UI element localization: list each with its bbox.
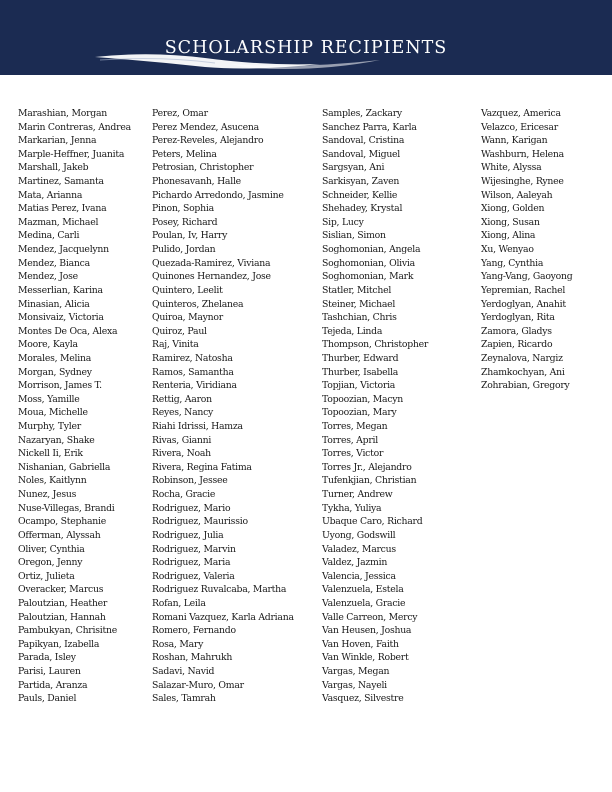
recipient-name: Nazaryan, Shake <box>18 434 95 446</box>
recipient-column-2 <box>152 107 294 706</box>
recipient-name: Yang, Cynthia <box>481 257 544 269</box>
recipient-name: Zamora, Gladys <box>481 325 552 337</box>
recipient-name: Oliver, Cynthia <box>18 543 85 555</box>
recipient-name: Parisi, Lauren <box>18 665 81 677</box>
recipient-name: Quinones Hernandez, Jose <box>152 271 271 283</box>
recipient-name: Renteria, Viridiana <box>152 380 237 392</box>
recipient-name: Ortiz, Julieta <box>18 570 75 582</box>
recipient-name: Tashchian, Chris <box>322 312 397 324</box>
recipient-name: Marshall, Jakeb <box>18 162 89 174</box>
recipient-name: Sip, Lucy <box>322 216 364 228</box>
recipient-name: Robinson, Jessee <box>152 475 228 487</box>
recipient-name: Moss, Yamille <box>18 393 80 405</box>
recipient-name: Nunez, Jesus <box>18 489 77 501</box>
recipient-name: Romani Vazquez, Karla Adriana <box>152 611 294 623</box>
recipient-name: Yerdoglyan, Rita <box>481 312 555 324</box>
recipient-name: Rivas, Gianni <box>152 434 212 446</box>
recipient-name: Roshan, Mahrukh <box>152 652 233 664</box>
recipient-name: Riahi Idrissi, Hamza <box>152 421 243 433</box>
recipient-name: Valle Carreon, Mercy <box>322 611 418 623</box>
recipient-name: Perez Mendez, Asucena <box>152 121 259 133</box>
recipient-name: Ocampo, Stephanie <box>18 516 106 528</box>
header-banner <box>0 0 612 75</box>
recipient-name: Schneider, Kellie <box>322 189 398 201</box>
recipient-name: Morales, Melina <box>18 352 92 364</box>
recipient-name: Salazar-Muro, Omar <box>152 679 244 691</box>
recipient-name: Romero, Fernando <box>152 625 236 637</box>
recipient-name: Shehadey, Krystal <box>322 203 403 215</box>
recipient-name: Tykha, Yuliya <box>322 502 382 514</box>
recipient-name: Sanchez Parra, Karla <box>322 121 417 133</box>
recipient-name: Zeynalova, Nargiz <box>481 352 563 364</box>
recipient-name: Sargsyan, Ani <box>322 162 385 174</box>
recipient-name: Murphy, Tyler <box>18 421 81 433</box>
recipient-name: Yerdoglyan, Anahit <box>481 298 566 310</box>
recipient-name: Van Hoven, Faith <box>322 638 399 650</box>
recipient-name: Raj, Vinita <box>152 339 199 351</box>
recipient-name: Mendez, Jose <box>18 271 78 283</box>
recipient-name: Torres, Victor <box>322 448 384 460</box>
recipient-name: Xiong, Golden <box>481 203 545 215</box>
recipient-name: Marple-Heffner, Juanita <box>18 148 125 160</box>
recipient-name: Vazquez, America <box>481 108 561 119</box>
recipient-name: Van Heusen, Joshua <box>322 625 412 637</box>
recipient-name: Medina, Carli <box>18 230 80 242</box>
recipient-name: Overacker, Marcus <box>18 584 104 596</box>
recipients-list <box>0 107 612 707</box>
recipient-name: Offerman, Alyssah <box>18 529 101 541</box>
recipient-name: Torres, April <box>322 434 378 446</box>
recipient-name: Torres Jr., Alejandro <box>322 461 412 473</box>
recipient-name: Minasian, Alicia <box>18 298 90 310</box>
recipient-name: Torres, Megan <box>322 421 388 433</box>
recipient-name: Quiroa, Maynor <box>152 312 223 324</box>
recipient-name: Mata, Arianna <box>18 189 83 201</box>
recipient-name: Peters, Melina <box>152 148 217 160</box>
recipient-name: Vargas, Nayeli <box>322 679 387 691</box>
recipient-name: Phonesavanh, Halle <box>152 176 241 188</box>
recipient-name: Valdez, Jazmin <box>322 557 388 569</box>
recipient-name: Rocha, Gracie <box>152 489 216 501</box>
recipient-name: Steiner, Michael <box>322 298 396 310</box>
recipient-name: Moore, Kayla <box>18 339 78 351</box>
recipient-name: Topjian, Victoria <box>322 380 396 392</box>
recipient-name: Quiroz, Paul <box>152 325 207 337</box>
recipient-name: Rodriguez, Mario <box>152 502 231 514</box>
recipient-name: Valenzuela, Estela <box>322 584 404 596</box>
recipient-name: Rodriguez, Maria <box>152 557 231 569</box>
recipient-name: Soghomonian, Olivia <box>322 257 415 269</box>
recipient-name: Quezada-Ramirez, Viviana <box>152 257 271 269</box>
recipient-name: Thurber, Isabella <box>322 366 399 378</box>
recipient-column-4 <box>481 107 572 393</box>
recipient-name: Sandoval, Cristina <box>322 135 405 147</box>
recipient-name: Xiong, Alina <box>481 230 536 242</box>
recipient-name: Ramos, Samantha <box>152 366 234 378</box>
recipient-name: Sales, Tamrah <box>152 693 216 705</box>
recipient-name: Zohrabian, Gregory <box>481 380 570 392</box>
recipient-name: Matias Perez, Ivana <box>18 203 107 215</box>
recipient-name: Marashian, Morgan <box>18 108 108 119</box>
recipient-name: Reyes, Nancy <box>152 407 214 419</box>
recipient-name: Marin Contreras, Andrea <box>18 121 131 133</box>
recipient-name: Velazco, Ericesar <box>481 121 558 133</box>
recipient-column-1 <box>18 107 131 706</box>
recipient-name: Wann, Karigan <box>481 135 548 147</box>
recipient-name: Rivera, Regina Fatima <box>152 461 252 473</box>
recipient-name: Zapien, Ricardo <box>481 339 553 351</box>
recipient-name: Partida, Aranza <box>18 679 88 691</box>
recipient-name: Pulido, Jordan <box>152 244 216 256</box>
recipient-name: Quinteros, Zhelanea <box>152 298 244 310</box>
recipient-name: Wijesinghe, Rynee <box>481 176 564 188</box>
recipient-name: Rofan, Leila <box>152 597 206 609</box>
recipient-name: Sandoval, Miguel <box>322 148 401 160</box>
recipient-name: Pambukyan, Chrisitne <box>18 625 117 637</box>
recipient-column-3 <box>322 107 428 706</box>
recipient-name: Xiong, Susan <box>481 216 540 228</box>
recipient-name: Noles, Kaitlynn <box>18 475 87 487</box>
recipient-name: Washburn, Helena <box>481 148 564 160</box>
recipient-name: Rodriguez, Julia <box>152 529 224 541</box>
recipient-name: Rettig, Aaron <box>152 393 212 405</box>
recipient-name: Yepremian, Rachel <box>481 284 566 296</box>
recipient-name: Martinez, Samanta <box>18 176 104 188</box>
recipient-name: Sadavi, Navid <box>152 665 215 677</box>
recipient-name: Perez-Reveles, Alejandro <box>152 135 264 147</box>
recipient-name: Pichardo Arredondo, Jasmine <box>152 189 284 201</box>
recipient-name: Nuse-Villegas, Brandi <box>18 502 115 514</box>
recipient-name: Valenzuela, Gracie <box>322 597 406 609</box>
recipient-name: Mendez, Bianca <box>18 257 90 269</box>
recipient-name: Topoozian, Macyn <box>322 393 404 405</box>
recipient-name: Van Winkle, Robert <box>322 652 409 664</box>
recipient-name: Morrison, James T. <box>18 380 102 392</box>
recipient-name: Morgan, Sydney <box>18 366 92 378</box>
recipient-name: Vargas, Megan <box>322 665 390 677</box>
recipient-name: Yang-Vang, Gaoyong <box>481 271 573 283</box>
recipient-name: Rosa, Mary <box>152 638 204 650</box>
recipient-name: Statler, Mitchel <box>322 284 392 296</box>
recipient-name: Uyong, Godswill <box>322 529 396 541</box>
recipient-name: Perez, Omar <box>152 108 208 119</box>
recipient-name: Tejeda, Linda <box>322 325 383 337</box>
recipient-name: Petrosian, Christopher <box>152 162 254 174</box>
recipient-name: Topoozian, Mary <box>322 407 397 419</box>
page-title: SCHOLARSHIP RECIPIENTS <box>164 38 448 58</box>
recipient-name: Montes De Oca, Alexa <box>18 325 118 337</box>
recipient-name: Pinon, Sophia <box>152 203 214 215</box>
recipient-name: Thompson, Christopher <box>322 339 429 351</box>
recipient-name: Wilson, Aaleyah <box>481 189 553 201</box>
recipient-name: Paloutzian, Hannah <box>18 611 106 623</box>
recipient-name: Poulan, Iv, Harry <box>152 230 228 242</box>
recipient-name: Pauls, Daniel <box>18 693 77 705</box>
recipient-name: Quintero, Leelit <box>152 284 223 296</box>
recipient-name: Paloutzian, Heather <box>18 597 108 609</box>
recipient-name: Monsivaiz, Victoria <box>18 312 104 324</box>
recipient-name: Markarian, Jenna <box>18 135 97 147</box>
recipient-name: Samples, Zackary <box>322 108 402 119</box>
recipient-name: Soghomonian, Angela <box>322 244 421 256</box>
recipient-name: Mendez, Jacquelynn <box>18 244 109 256</box>
recipient-name: Nickell Ii, Erik <box>18 448 83 460</box>
recipient-name: Turner, Andrew <box>322 489 393 501</box>
recipient-name: Mazman, Michael <box>18 216 99 228</box>
recipient-name: Rodriguez, Maurissio <box>152 516 248 528</box>
recipient-name: Sislian, Simon <box>322 230 386 242</box>
recipient-name: Oregon, Jenny <box>18 557 83 569</box>
recipient-name: Parada, Isley <box>18 652 76 664</box>
recipient-name: Soghomonian, Mark <box>322 271 414 283</box>
recipient-name: Messerlian, Karina <box>18 284 103 296</box>
recipient-name: Rivera, Noah <box>152 448 211 460</box>
recipient-name: Thurber, Edward <box>322 352 399 364</box>
recipient-name: Ramirez, Natosha <box>152 352 233 364</box>
recipient-name: Valadez, Marcus <box>322 543 396 555</box>
recipient-name: Papikyan, Izabella <box>18 638 100 650</box>
recipient-name: Rodriguez, Marvin <box>152 543 236 555</box>
recipient-name: Rodriguez, Valeria <box>152 570 235 582</box>
recipient-name: Posey, Richard <box>152 216 218 228</box>
recipient-name: Rodriguez Ruvalcaba, Martha <box>152 584 287 596</box>
recipient-name: Sarkisyan, Zaven <box>322 176 400 188</box>
recipient-name: White, Alyssa <box>481 162 542 174</box>
recipient-name: Tufenkjian, Christian <box>322 475 417 487</box>
recipient-name: Moua, Michelle <box>18 407 88 419</box>
recipient-name: Ubaque Caro, Richard <box>322 516 423 528</box>
recipient-name: Xu, Wenyao <box>481 244 534 256</box>
recipient-name: Nishanian, Gabriella <box>18 461 111 473</box>
recipient-name: Zhamkochyan, Ani <box>481 366 565 378</box>
recipient-name: Vasquez, Silvestre <box>322 693 404 705</box>
recipient-name: Valencia, Jessica <box>322 570 396 582</box>
